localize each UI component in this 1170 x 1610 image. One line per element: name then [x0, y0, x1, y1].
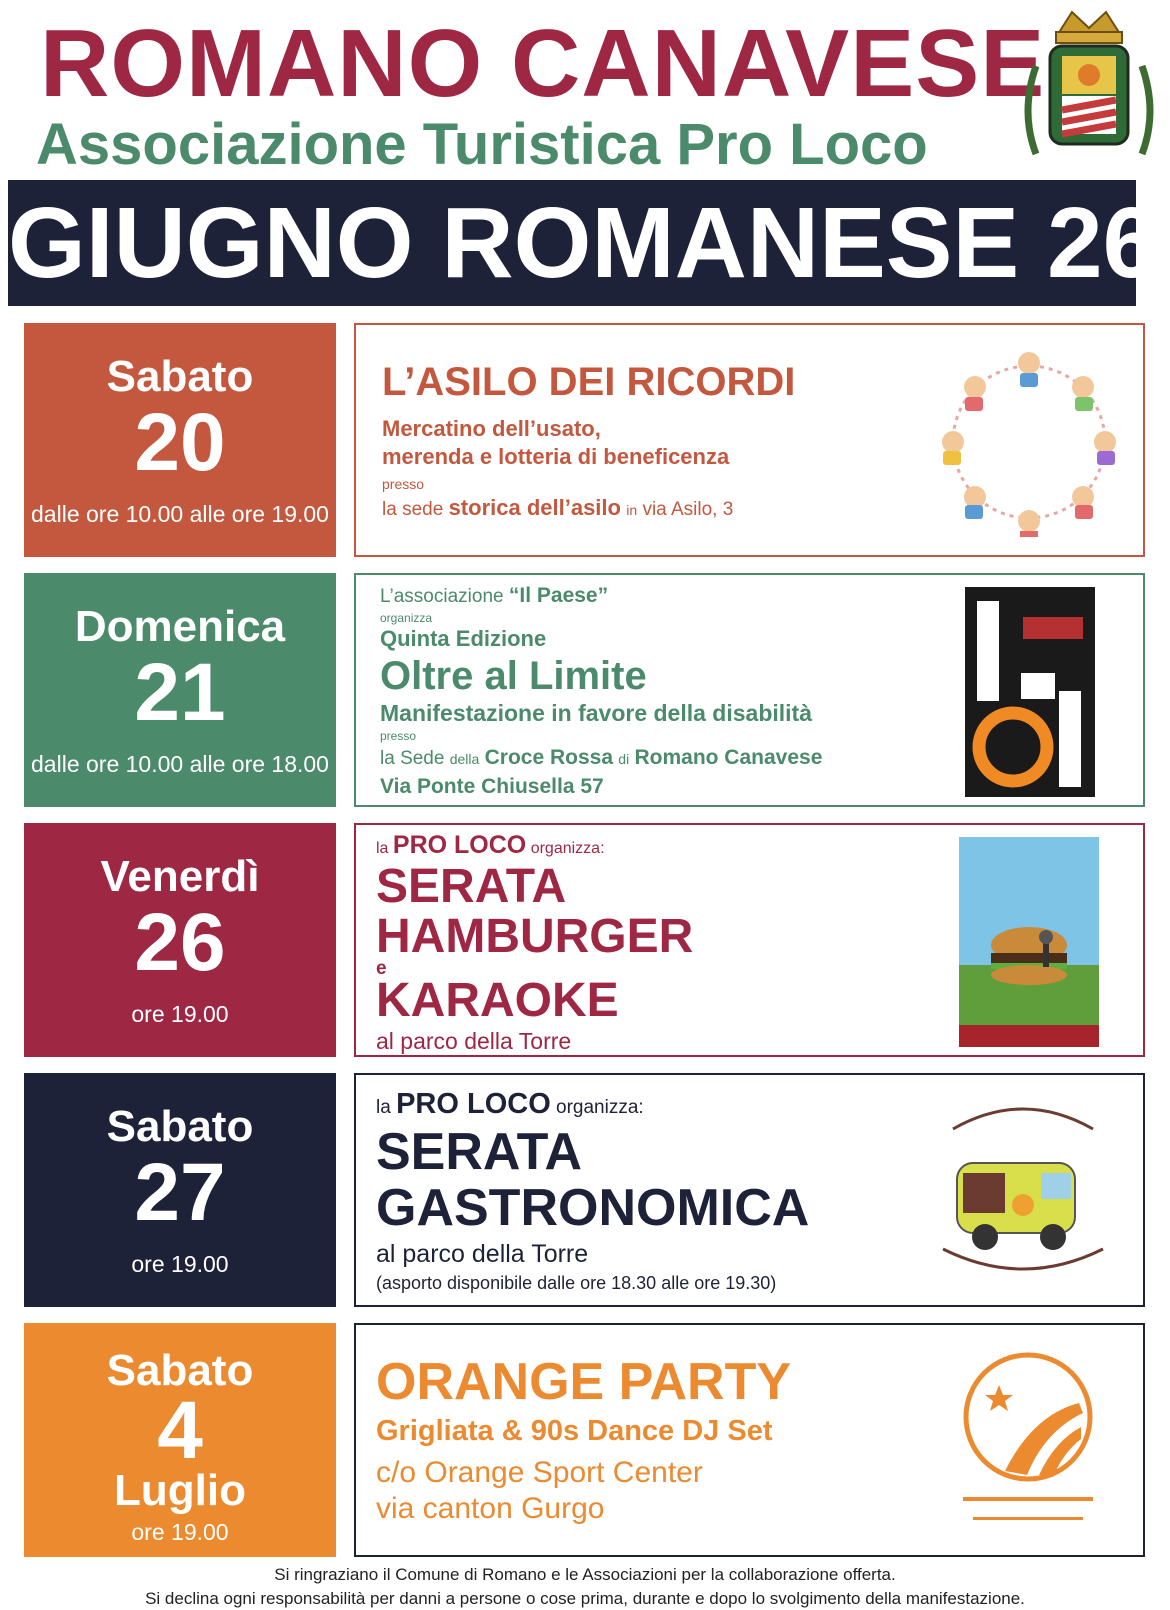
event-card: [354, 1323, 1145, 1557]
event-day: Sabato: [106, 1346, 254, 1395]
org-part: organizza:: [556, 1097, 644, 1118]
footer-disclaimer: Si declina ogni responsabilità per danni a persone o cose prima, durante e dopo lo svolgimento della manifestazione.: [145, 1589, 1025, 1608]
event-location: c/o Orange Sport Center: [376, 1456, 703, 1489]
event-day: Venerdì: [100, 852, 260, 901]
date-text: [24, 1347, 336, 1547]
event-intro: [380, 583, 608, 610]
event-pre: presso: [380, 729, 417, 743]
event-desc-2: merenda e lotteria di beneficenza: [382, 444, 730, 469]
event-edition: Quinta Edizione: [380, 626, 547, 651]
food-truck-logo: [923, 1089, 1123, 1289]
event-card: [354, 1073, 1145, 1307]
org-part: la: [376, 840, 389, 857]
event-card: [354, 823, 1145, 1057]
event-date: 20: [134, 397, 226, 488]
event-date: 4: [157, 1385, 203, 1476]
event-desc-1: Mercatino dell’usato,: [382, 416, 601, 441]
event-day: Sabato: [106, 352, 254, 401]
town-title: ROMANO CANAVESE: [40, 10, 1046, 117]
event-title: ORANGE PARTY: [376, 1353, 792, 1411]
event-time: dalle ore 10.00 alle ore 18.00: [31, 751, 329, 777]
event-place: al parco della Torre: [376, 1028, 572, 1054]
venue-part: di: [618, 751, 630, 767]
event-time: ore 19.00: [131, 1251, 229, 1277]
orange-canavese-logo: [943, 1341, 1113, 1541]
event-venue: [380, 743, 822, 774]
event-conj: e: [376, 958, 387, 979]
association-title: Associazione Turistica Pro Loco: [36, 112, 928, 177]
event-month: Luglio: [114, 1466, 246, 1515]
event-date: 27: [134, 1147, 226, 1238]
event-day: Sabato: [106, 1102, 254, 1151]
event-place: al parco della Torre: [376, 1240, 589, 1268]
event-title-3: KARAOKE: [376, 974, 619, 1027]
event-card: [354, 323, 1145, 557]
oltre-al-limite-logo: [965, 587, 1095, 797]
event-subtitle: Grigliata & 90s Dance DJ Set: [376, 1415, 773, 1447]
event-address: Via Ponte Chiusella 57: [380, 775, 604, 798]
venue-part: via Asilo, 3: [642, 499, 734, 520]
org-highlight: PRO LOCO: [392, 831, 527, 859]
hamburger-karaoke-poster: [959, 837, 1099, 1047]
venue-highlight: Croce Rossa: [484, 746, 613, 769]
venue-highlight: storica dell’asilo: [448, 495, 621, 520]
date-block: [24, 1323, 336, 1557]
date-block: [24, 1073, 336, 1307]
event-title-1: SERATA: [376, 1123, 583, 1181]
venue-part: la Sede: [380, 748, 445, 769]
date-text: [24, 603, 336, 779]
event-venue: [382, 493, 733, 525]
banner: [8, 180, 1159, 306]
venue-highlight: Romano Canavese: [634, 746, 823, 769]
intro-highlight: “Il Paese”: [508, 584, 609, 607]
town-crest-icon: [1014, 4, 1164, 182]
event-date: 26: [134, 897, 226, 988]
event-organizer: [376, 1087, 644, 1125]
date-text: [24, 853, 336, 1029]
venue-part: la sede: [382, 499, 444, 520]
footer-thanks: Si ringraziano il Comune di Romano e le Associazioni per la collaborazione offerta.: [274, 1565, 896, 1584]
venue-part: in: [626, 502, 638, 518]
event-title-2: GASTRONOMICA: [376, 1179, 810, 1237]
event-address: via canton Gurgo: [376, 1492, 605, 1525]
date-block: [24, 823, 336, 1057]
event-title: L’ASILO DEI RICORDI: [382, 360, 796, 404]
date-block: [24, 323, 336, 557]
org-highlight: PRO LOCO: [396, 1088, 551, 1120]
intro-part: L’associazione: [380, 586, 504, 607]
event-pre: presso: [382, 476, 425, 492]
event-date: 21: [134, 647, 226, 738]
date-text: [24, 353, 336, 529]
event-card: [354, 573, 1145, 807]
org-part: organizza:: [530, 840, 605, 857]
date-block: [24, 573, 336, 807]
event-title-1: SERATA: [376, 860, 567, 913]
event-subtitle: Manifestazione in favore della disabilità: [380, 700, 813, 726]
event-title-2: HAMBURGER: [376, 910, 694, 963]
event-note: (asporto disponibile dalle ore 18.30 alle ore 19.30): [376, 1273, 777, 1293]
event-time: ore 19.00: [131, 1001, 229, 1027]
event-day: Domenica: [74, 602, 286, 651]
venue-part: della: [449, 751, 480, 767]
event-time: dalle ore 10.00 alle ore 19.00: [31, 501, 329, 527]
date-text: [24, 1103, 336, 1279]
banner-title: GIUGNO ROMANESE 26: [8, 187, 1159, 299]
org-part: la: [376, 1097, 391, 1118]
event-organizza: organizza: [380, 611, 433, 625]
event-time: ore 19.00: [131, 1519, 229, 1545]
event-title: Oltre al Limite: [380, 654, 647, 698]
children-circle-logo: [929, 347, 1129, 537]
